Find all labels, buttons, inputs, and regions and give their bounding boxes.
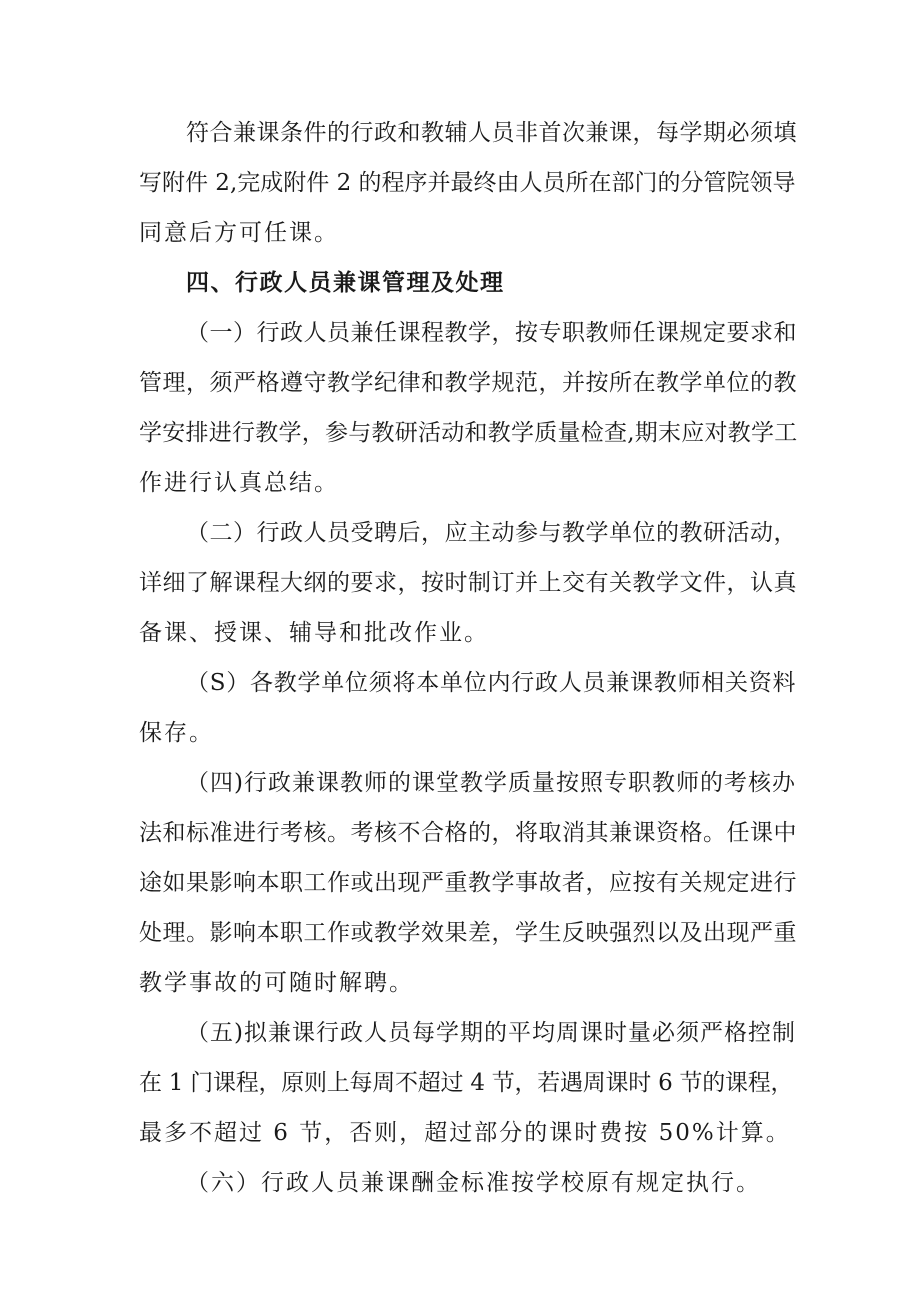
- paragraph-item-4-line-4: 处理。影响本职工作或教学效果差，学生反映强烈以及出现严重: [139, 920, 797, 946]
- paragraph-item-4-line-1: （四)行政兼课教师的课堂教学质量按照专职教师的考核办: [186, 770, 796, 796]
- paragraph-item-6-line-1: （六）行政人员兼课酬金标准按学校原有规定执行。: [186, 1170, 761, 1196]
- paragraph-item-1-line-2: 管理，须严格遵守教学纪律和教学规范，并按所在教学单位的教: [139, 370, 797, 396]
- paragraph-item-2-line-2: 详细了解课程大纲的要求，按时制订并上交有关教学文件，认真: [139, 570, 797, 596]
- section-heading: 四、行政人员兼课管理及处理: [186, 270, 505, 296]
- paragraph-item-5-line-2: 在 1 门课程，原则上每周不超过 4 节，若遇周课时 6 节的课程，: [139, 1070, 794, 1096]
- paragraph-item-1-line-3: 学安排进行教学，参与教研活动和教学质量检查,期末应对教学工: [139, 420, 798, 446]
- paragraph-item-2-line-3: 备课、授课、辅导和批改作业。: [139, 620, 489, 646]
- paragraph-item-2-line-1: （二）行政人员受聘后，应主动参与教学单位的教研活动，: [186, 520, 797, 546]
- paragraph-item-5-line-1: （五)拟兼课行政人员每学期的平均周课时量必须严格控制: [186, 1020, 796, 1046]
- paragraph-intro-line-1: 符合兼课条件的行政和教辅人员非首次兼课，每学期必须填: [186, 120, 797, 146]
- paragraph-item-1-line-4: 作进行认真总结。: [139, 470, 339, 496]
- paragraph-item-1-line-1: （一）行政人员兼任课程教学，按专职教师任课规定要求和: [186, 320, 797, 346]
- paragraph-item-4-line-3: 途如果影响本职工作或出现严重教学事故者，应按有关规定进行: [139, 870, 797, 896]
- paragraph-item-3-line-1: （S）各教学单位须将本单位内行政人员兼课教师相关资料: [186, 670, 797, 696]
- paragraph-intro-line-3: 同意后方可任课。: [139, 220, 339, 246]
- paragraph-item-3-line-2: 保存。: [139, 720, 214, 746]
- paragraph-item-4-line-5: 教学事故的可随时解聘。: [139, 970, 414, 996]
- paragraph-item-4-line-2: 法和标准进行考核。考核不合格的，将取消其兼课资格。任课中: [139, 820, 797, 846]
- paragraph-intro-line-2: 写附件 2,完成附件 2 的程序并最终由人员所在部门的分管院领导: [139, 170, 796, 196]
- paragraph-item-5-line-3: 最多不超过 6 节，否则，超过部分的课时费按 50%计算。: [139, 1120, 791, 1146]
